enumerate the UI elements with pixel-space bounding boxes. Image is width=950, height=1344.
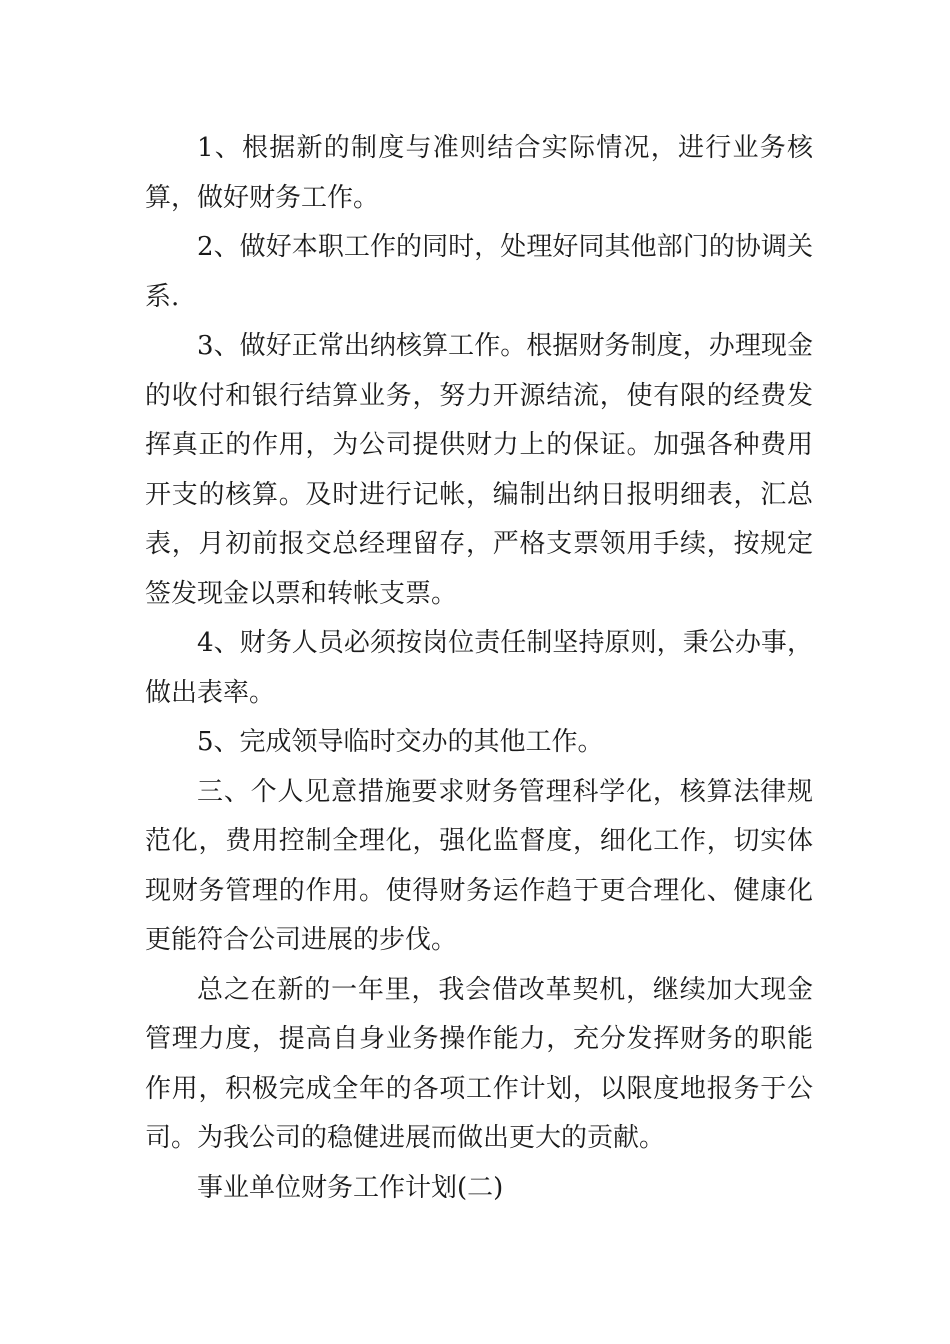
paragraph-section-three: 三、个人见意措施要求财务管理科学化，核算法律规范化，费用控制全理化，强化监督度，细化工作，切实体现财务管理的作用。使得财务运作趋于更合理化、健康化更能符合公司进展的步伐。: [145, 776, 813, 955]
paragraph-item-4: 4、财务人员必须按岗位责任制坚持原则，秉公办事，做出表率。: [145, 628, 813, 708]
document-body: [145, 124, 813, 1213]
paragraph-item-1: 1、根据新的制度与准则结合实际情况，进行业务核算，做好财务工作。: [145, 133, 813, 213]
paragraph-item-5: 5、完成领导临时交办的其他工作。: [197, 727, 604, 757]
paragraph-item-3: 3、做好正常出纳核算工作。根据财务制度，办理现金的收付和银行结算业务，努力开源结流，使有限的经费发挥真正的作用，为公司提供财力上的保证。加强各种费用开支的核算。及时进行记帐，编制出纳日报明细表，汇总表，月初前报交总经理留存，严格支票领用手续，按规定签发现金以票和转帐支票。: [145, 331, 813, 609]
paragraph-item-2: 2、做好本职工作的同时，处理好同其他部门的协调关系.: [145, 232, 813, 312]
next-section-heading: 事业单位财务工作计划(二): [197, 1172, 504, 1203]
paragraph-conclusion: 总之在新的一年里，我会借改革契机，继续加大现金管理力度，提高自身业务操作能力，充分发挥财务的职能作用，积极完成全年的各项工作计划，以限度地报务于公司。为我公司的稳健进展而做出更大的贡献。: [145, 974, 813, 1153]
